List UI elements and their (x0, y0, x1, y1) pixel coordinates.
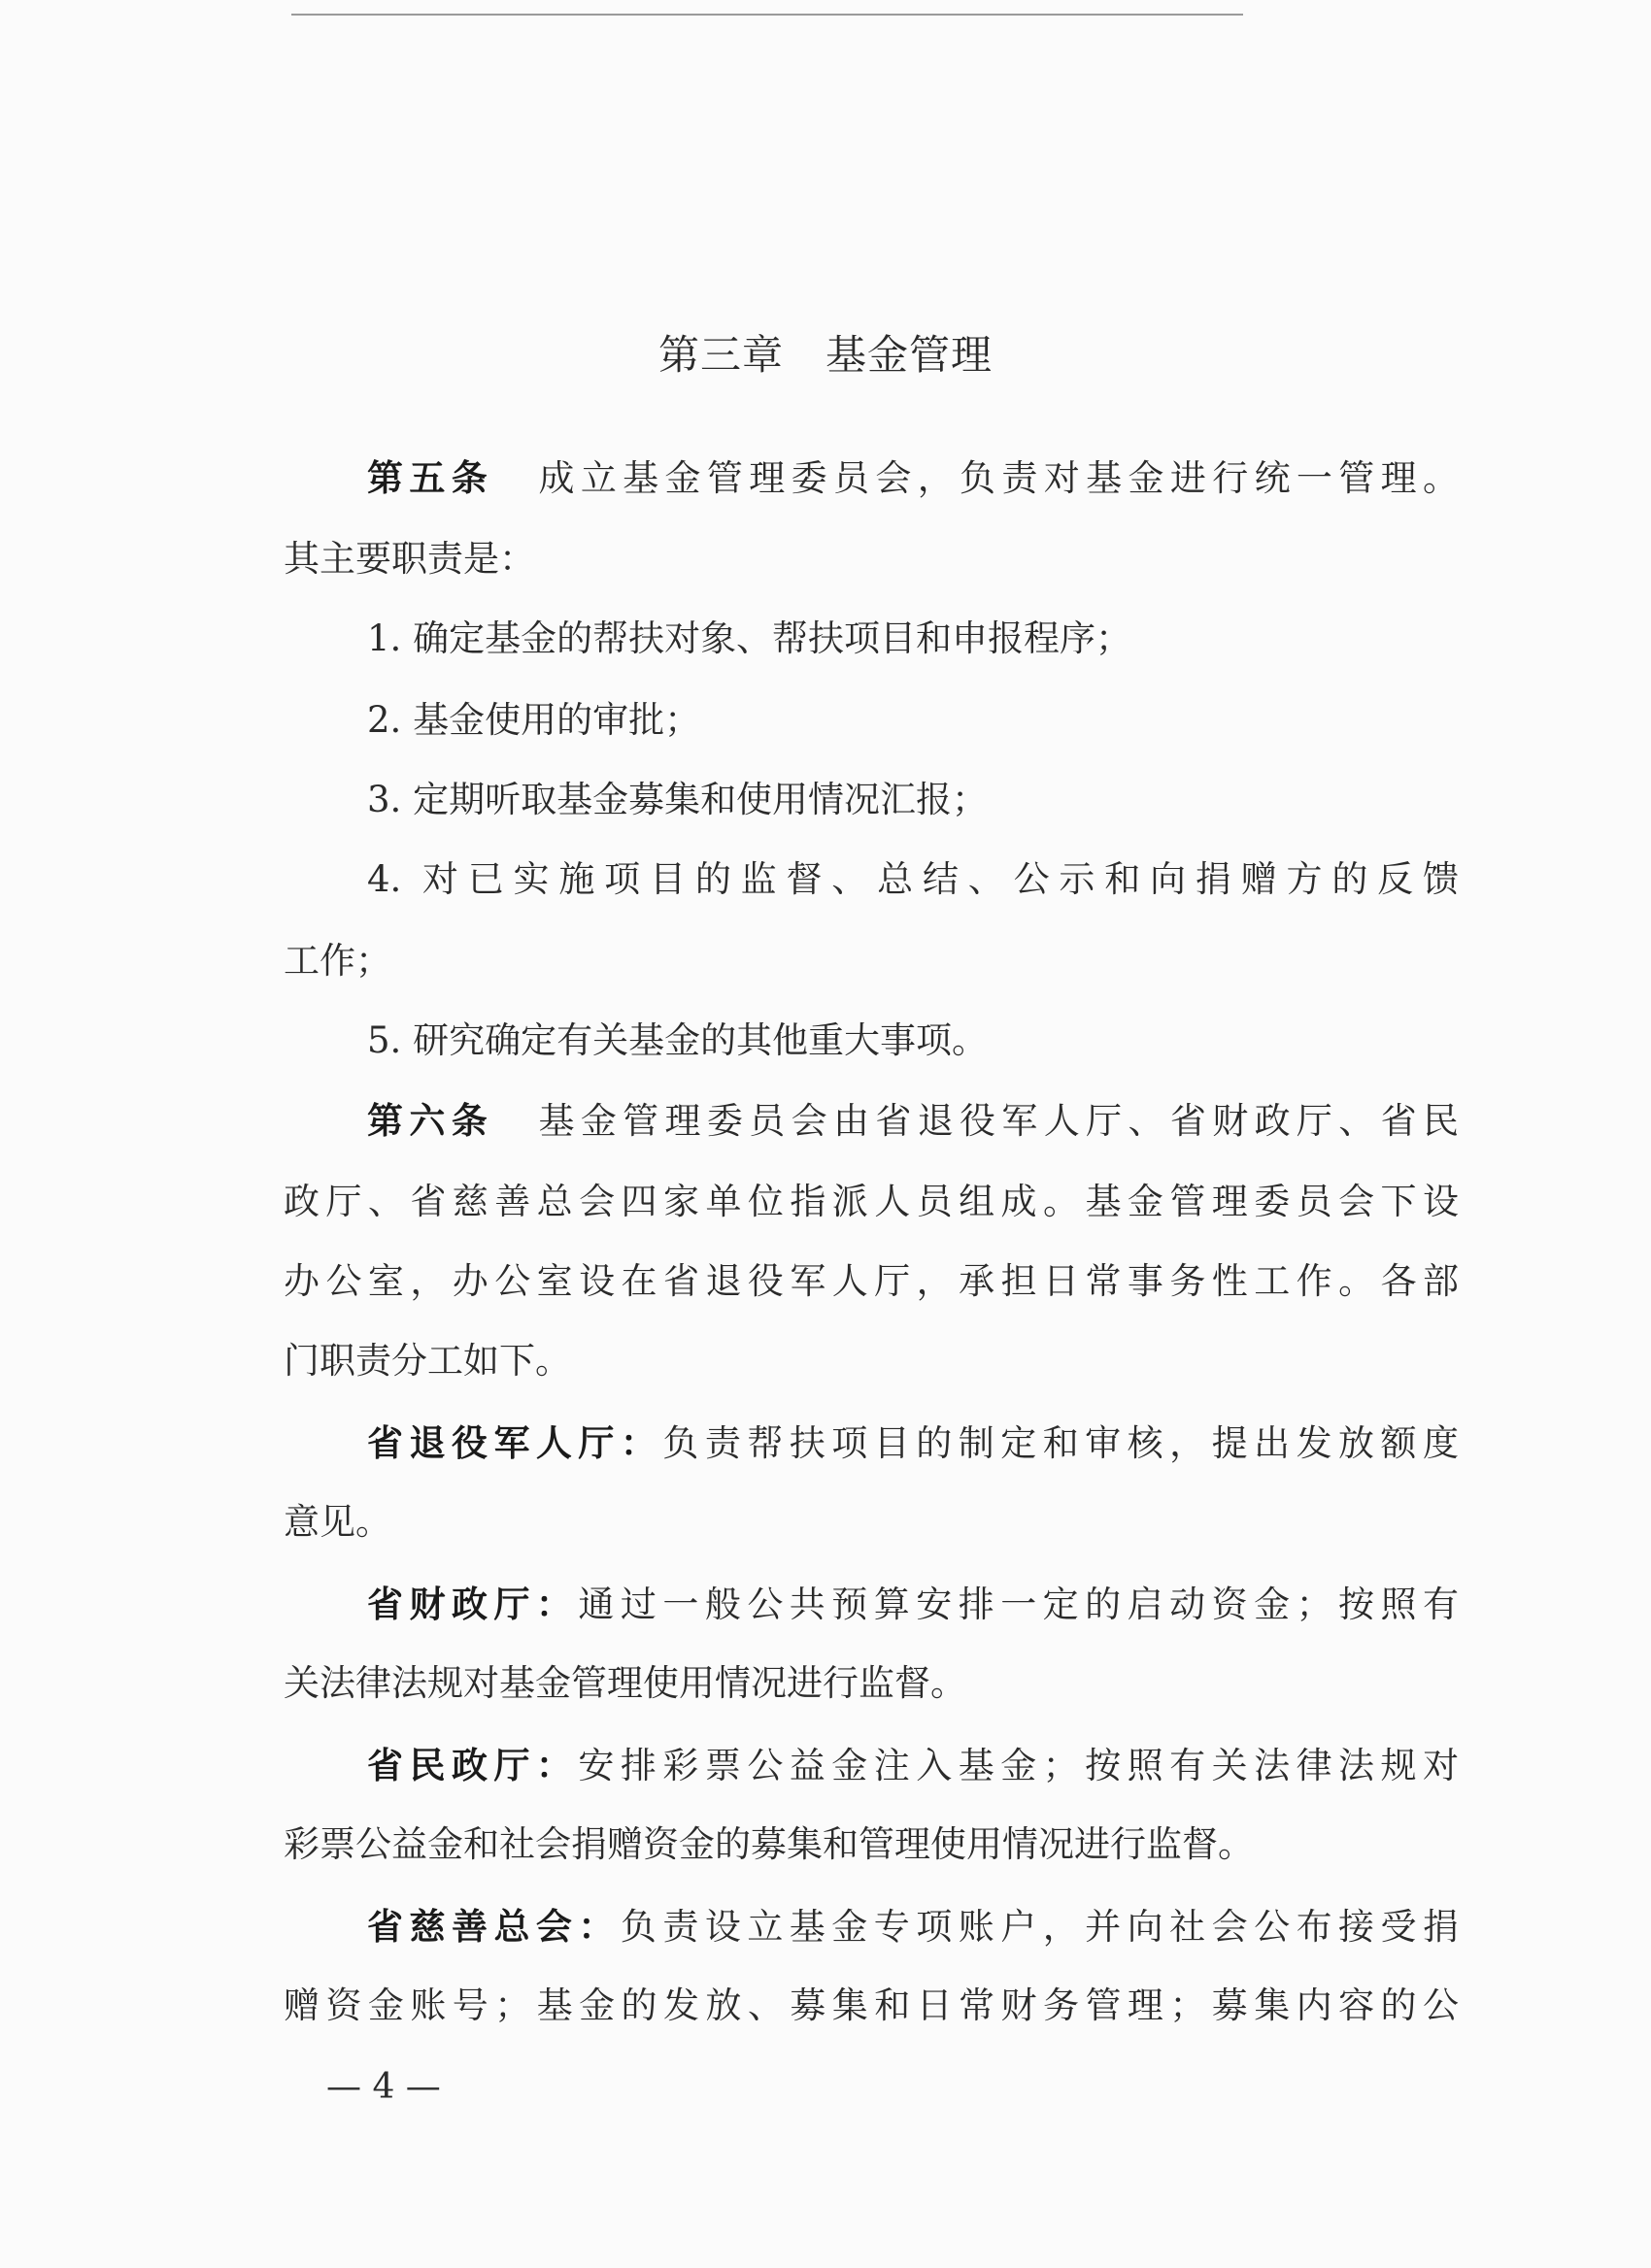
finance-text-1: 通过一般公共预算安排一定的启动资金；按照有 (578, 1584, 1459, 1625)
charity-heading: 省慈善总会： (367, 1905, 621, 1948)
civil-text-1: 安排彩票公益金注入基金；按照有关法律法规对 (578, 1745, 1459, 1786)
article-6-text-1: 基金管理委员会由省退役军人厅、省财政厅、省民 (532, 1100, 1459, 1142)
duty-item-3: 3. 定期听取基金募集和使用情况汇报； (367, 779, 989, 820)
civil-line-2: 彩票公益金和社会捐赠资金的募集和管理使用情况进行监督。 (284, 1823, 1254, 1865)
chapter-title: 第三章 基金管理 (657, 331, 993, 379)
veterans-text-1: 负责帮扶项目的制定和审核，提出发放额度 (662, 1422, 1459, 1464)
duty-item-1: 1. 确定基金的帮扶对象、帮扶项目和申报程序； (367, 617, 1132, 659)
veterans-line-1 (284, 1418, 1459, 1469)
top-rule (291, 14, 1243, 16)
article-6-heading: 第六条 (367, 1099, 494, 1142)
civil-heading: 省民政厅： (367, 1744, 579, 1786)
duty-item-4-cont: 工作； (284, 940, 391, 982)
civil-line-1 (284, 1740, 1459, 1791)
veterans-line-2: 意见。 (284, 1501, 391, 1543)
article-5-line-1 (284, 452, 1459, 504)
article-6-line-1 (284, 1095, 1459, 1147)
veterans-heading: 省退役军人厅： (367, 1421, 663, 1464)
charity-line-1 (284, 1901, 1459, 1952)
article-6-line-3: 办公室，办公室设在省退役军人厅，承担日常事务性工作。各部 (284, 1260, 1459, 1302)
charity-line-2: 赠资金账号；基金的发放、募集和日常财务管理；募集内容的公 (284, 1984, 1459, 2026)
article-5-line-2: 其主要职责是： (284, 538, 535, 580)
page-number: — 4 — (326, 2067, 441, 2107)
duty-item-5: 5. 研究确定有关基金的其他重大事项。 (367, 1019, 989, 1061)
article-5-heading: 第五条 (367, 456, 494, 499)
article-5-text-1: 成立基金管理委员会，负责对基金进行统一管理。 (532, 457, 1459, 499)
finance-line-1 (284, 1579, 1459, 1630)
duty-item-2: 2. 基金使用的审批； (367, 699, 701, 741)
duty-item-4: 4. 对已实施项目的监督、总结、公示和向捐赠方的反馈 (367, 858, 1459, 900)
finance-line-2: 关法律法规对基金管理使用情况进行监督。 (284, 1662, 966, 1704)
finance-heading: 省财政厅： (367, 1583, 579, 1625)
article-6-line-4: 门职责分工如下。 (284, 1340, 571, 1382)
article-6-line-2: 政厅、省慈善总会四家单位指派人员组成。基金管理委员会下设 (284, 1181, 1459, 1222)
charity-text-1: 负责设立基金专项账户，并向社会公布接受捐 (620, 1906, 1459, 1948)
